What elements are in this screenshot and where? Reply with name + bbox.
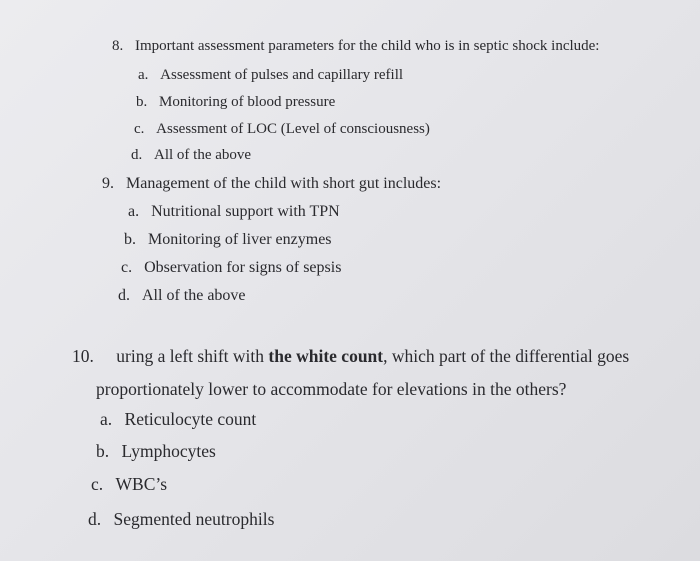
option-text: Observation for signs of sepsis	[144, 259, 342, 276]
option-text: All of the above	[154, 147, 252, 163]
option-text: Assessment of LOC (Level of consciousness)	[156, 121, 430, 137]
question-number: 8.	[112, 38, 124, 54]
option-text: Segmented neutrophils	[113, 509, 275, 529]
option-8b	[136, 94, 335, 111]
option-text: Nutritional support with TPN	[151, 203, 340, 220]
option-text: Reticulocyte count	[124, 409, 257, 429]
option-10b	[96, 441, 216, 462]
option-text: Monitoring of blood pressure	[159, 94, 336, 110]
option-text: Monitoring of liver enzymes	[148, 231, 332, 248]
option-text: All of the above	[142, 287, 246, 304]
option-9d	[118, 287, 246, 305]
option-letter: d.	[88, 509, 102, 529]
option-10c	[91, 474, 167, 495]
option-letter: c.	[121, 259, 133, 276]
option-letter: d.	[118, 287, 130, 304]
question-10-line2	[96, 379, 566, 400]
option-letter: a.	[128, 203, 140, 220]
question-text	[116, 346, 629, 366]
option-letter: b.	[96, 441, 110, 461]
question-text: Management of the child with short gut includes:	[126, 175, 442, 192]
option-10d	[88, 509, 274, 530]
question-10	[72, 346, 629, 367]
option-letter: c.	[134, 121, 145, 137]
question-number: 9.	[102, 175, 114, 192]
question-8	[112, 38, 599, 55]
option-8d	[131, 147, 251, 164]
question-9	[102, 175, 441, 193]
option-text: WBC’s	[115, 474, 168, 494]
option-letter: b.	[136, 94, 148, 110]
option-letter: a.	[138, 67, 149, 83]
option-10a	[100, 409, 256, 430]
option-9a	[128, 203, 340, 221]
question-text-line2: proportionately lower to accommodate for elevations in the others?	[96, 379, 567, 399]
option-letter: a.	[100, 409, 113, 429]
question-number: 10.	[72, 346, 94, 366]
option-9b	[124, 231, 332, 249]
option-text: Lymphocytes	[121, 441, 216, 461]
question-text-part1: uring a left shift with	[116, 346, 265, 366]
question-text-part2: , which part of the differential goes	[383, 346, 630, 366]
question-text: Important assessment parameters for the child who is in septic shock include:	[135, 38, 600, 54]
option-9c	[121, 259, 341, 277]
option-text: Assessment of pulses and capillary refill	[160, 67, 404, 83]
option-8c	[134, 121, 430, 138]
option-letter: b.	[124, 231, 136, 248]
option-letter: d.	[131, 147, 143, 163]
option-letter: c.	[91, 474, 104, 494]
question-text-bold: the white count	[268, 346, 384, 366]
option-8a	[138, 67, 403, 84]
